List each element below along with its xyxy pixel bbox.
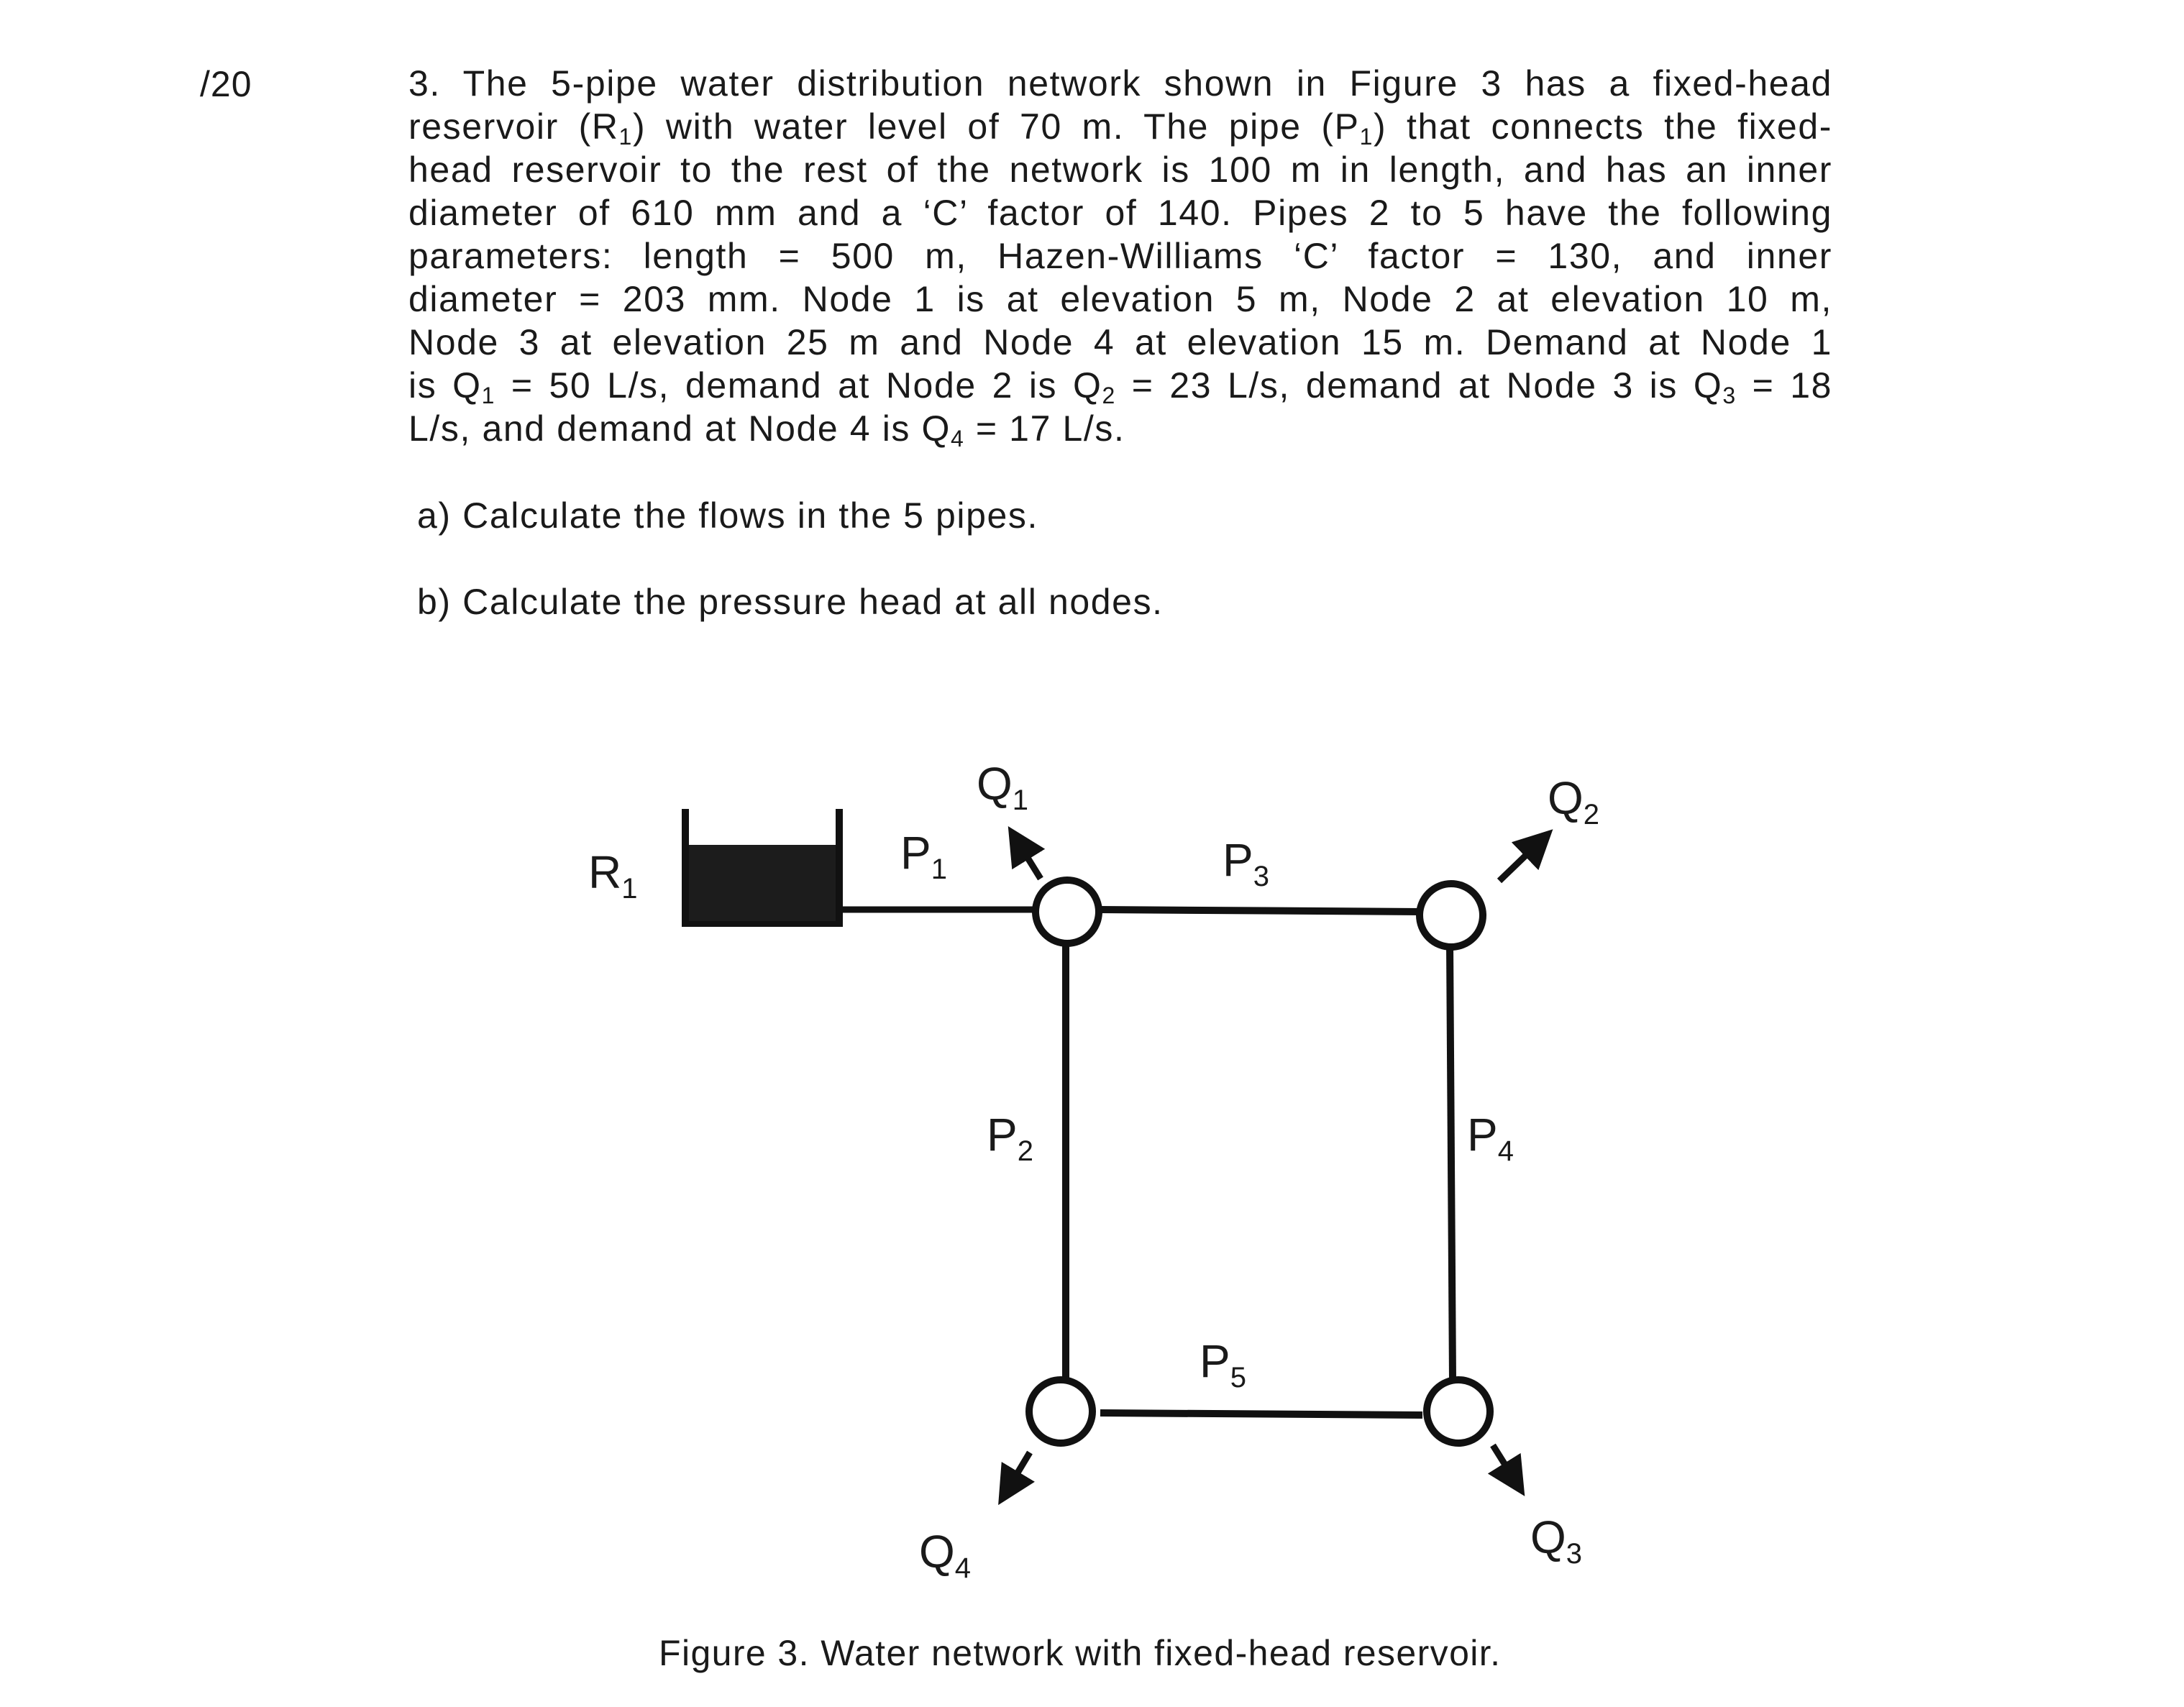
question-subscript: 1 (618, 124, 633, 150)
question-subscript: 3 (1722, 383, 1737, 408)
label-p3: $P_3$ (1223, 834, 1269, 892)
label-q2: $Q_2$ (1548, 772, 1600, 830)
question-subscript: 1 (1359, 124, 1374, 150)
label-q3: $Q_3$ (1530, 1511, 1583, 1570)
arrow-q2 (1499, 843, 1539, 881)
question-text-segment: parameters: length = 500 m, Hazen-Williams ‘C’ factor = 130, and inner (408, 236, 1832, 276)
label-q4: $Q_4$ (919, 1526, 972, 1584)
pipe-p3 (1099, 910, 1420, 912)
question-text-segment: ) with water level of 70 m. The pipe (P (632, 106, 1360, 147)
arrow-q3 (1493, 1445, 1514, 1480)
question-subscript: 1 (481, 383, 496, 408)
node-1 (1036, 880, 1099, 943)
node-2 (1420, 884, 1483, 947)
label-p1: $P_1$ (900, 827, 947, 885)
question-text-segment: = 18 (1736, 365, 1833, 406)
node-3 (1427, 1380, 1490, 1443)
part-a-text: a) Calculate the flows in the 5 pipes. (417, 495, 1039, 536)
question-text-segment: 3. The 5-pipe water distribution network shown in Figure 3 has a fixed-head (408, 63, 1832, 104)
question-text-segment: = 23 L/s, demand at Node 3 is Q (1115, 365, 1723, 406)
label-p4: $P_4$ (1467, 1109, 1514, 1167)
reservoir-tank (682, 809, 843, 926)
question-subscript: 4 (950, 426, 965, 452)
figure-caption: Figure 3. Water network with fixed-head reservoir. (659, 1633, 1502, 1673)
question-text-segment: ) that connects the fixed- (1374, 106, 1832, 147)
question-text-segment: = 50 L/s, demand at Node 2 is Q (495, 365, 1102, 406)
marks-label: /20 (200, 64, 252, 104)
question-text-segment: head reservoir to the rest of the network is 100 m in length, and has an inner (408, 150, 1832, 190)
arrow-q1 (1018, 843, 1041, 879)
arrow-q4 (1008, 1452, 1030, 1488)
question-text-segment: reservoir (R (408, 106, 619, 147)
question-text-segment: L/s, and demand at Node 4 is Q (408, 408, 951, 449)
pipe-p4 (1450, 943, 1453, 1381)
label-p2: $P_2$ (987, 1109, 1033, 1167)
question-text-segment: is Q (408, 365, 482, 406)
label-p5: $P_5$ (1200, 1335, 1246, 1393)
question-text-segment: diameter of 610 mm and a ‘C’ factor of 140. Pipes 2 to 5 have the following (408, 193, 1832, 233)
label-q1: $Q_1$ (977, 758, 1029, 816)
node-4 (1029, 1380, 1092, 1443)
label-r1: $R_1$ (588, 846, 638, 905)
question-subscript: 2 (1102, 383, 1116, 408)
question-text-segment: = 17 L/s. (964, 408, 1125, 449)
pipe-p5 (1100, 1413, 1422, 1415)
question-text-segment: Node 3 at elevation 25 m and Node 4 at elevation 15 m. Demand at Node 1 (408, 322, 1832, 362)
part-b-text: b) Calculate the pressure head at all nodes. (417, 582, 1164, 622)
question-text-segment: diameter = 203 mm. Node 1 is at elevation 5 m, Node 2 at elevation 10 m, (408, 279, 1832, 319)
